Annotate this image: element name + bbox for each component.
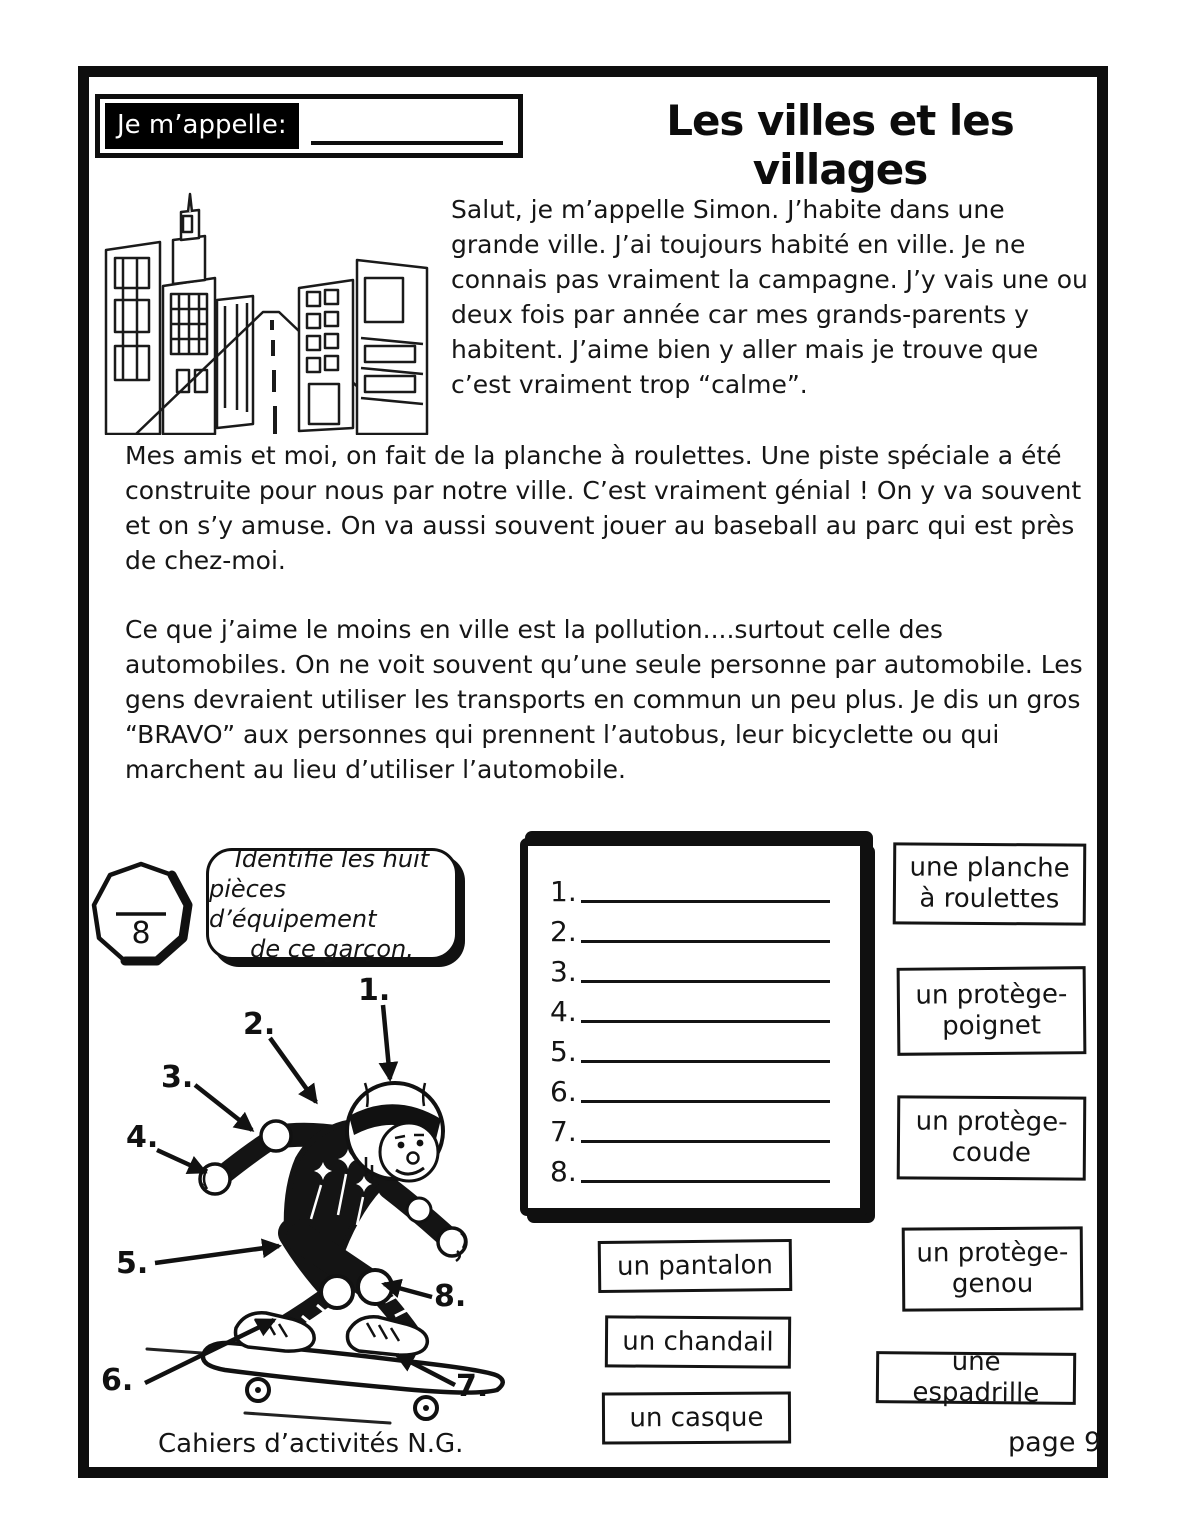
score-octagon-shape <box>88 858 194 970</box>
knee-pad-back <box>321 1276 353 1308</box>
answer-row <box>550 946 832 986</box>
word-bank-item <box>605 1315 791 1368</box>
front-arm <box>389 1188 466 1261</box>
answer-number: 3. <box>550 955 577 988</box>
arrow-3 <box>195 1085 252 1130</box>
answer-blank-4[interactable] <box>581 994 830 1023</box>
diagram-label-4: 4. <box>126 1120 159 1155</box>
word-bank-label: un protège-coude <box>915 1106 1068 1169</box>
diagram-label-7: 7. <box>456 1369 489 1404</box>
paragraph-3: Ce que j’aime le moins en ville est la pollution....surtout celle des automobiles. On ne voit souvent qu’une seule personne par automobile. Les gens devraient utiliser les transports en commun un peu plus. Je dis un gros “BRAVO” aux personnes qui prennent l’autobus, leur bicyclette ou qui marchent au lieu d’utiliser l’automobile. <box>125 615 1083 784</box>
arrow-1 <box>383 1005 390 1079</box>
word-bank-item <box>893 842 1087 925</box>
answer-row <box>550 866 832 906</box>
page-number: page 9 <box>1008 1427 1102 1458</box>
answer-row <box>550 1106 832 1146</box>
page-title: Les villes et les villages <box>666 96 1014 194</box>
arrow-2 <box>270 1038 316 1102</box>
arrow-5 <box>155 1246 279 1263</box>
answer-number: 5. <box>550 1035 577 1068</box>
instruction-line: pièces d’équipement <box>209 875 377 933</box>
workbook-credit: Cahiers d’activités N.G. <box>158 1429 464 1459</box>
instruction-line: Identifie les huit <box>234 845 430 873</box>
answer-blank-5[interactable] <box>581 1034 830 1063</box>
answer-blank-8[interactable] <box>581 1154 830 1183</box>
helmet-and-face <box>347 1083 443 1181</box>
instruction-bubble <box>206 845 458 963</box>
answers-box <box>520 838 868 1216</box>
name-field-box <box>95 94 523 158</box>
arrow-4 <box>157 1150 205 1172</box>
skater-illustration <box>95 975 525 1425</box>
name-field-label: Je m’appelle: <box>105 103 299 149</box>
score-total: 8 <box>131 916 151 951</box>
score-octagon <box>88 858 194 970</box>
word-bank-item <box>876 1346 1076 1409</box>
name-blank-line[interactable] <box>311 107 503 145</box>
diagram-label-5: 5. <box>116 1246 149 1281</box>
paragraph-1: Salut, je m’appelle Simon. J’habite dans une grande ville. J’ai toujours habité en ville. Je ne connais pas vraiment la campagne. J’y vais une ou deux fois par année car mes grands-parents y habitent. J’aime bien y aller mais je trouve que c’est vraiment trop “calme”. <box>451 195 1088 399</box>
diagram-label-3: 3. <box>161 1060 194 1095</box>
word-bank-label: un protège-poignet <box>915 979 1068 1042</box>
answer-number: 2. <box>550 915 577 948</box>
answer-blank-7[interactable] <box>581 1114 830 1143</box>
diagram-label-1: 1. <box>358 973 391 1008</box>
answer-row <box>550 1026 832 1066</box>
answer-row <box>550 986 832 1026</box>
word-bank-label: un pantalon <box>616 1249 774 1282</box>
word-bank-item <box>902 1226 1084 1311</box>
answer-number: 6. <box>550 1075 577 1108</box>
answer-blank-2[interactable] <box>581 914 830 943</box>
word-bank-label: une espadrille <box>912 1346 1040 1409</box>
answer-blank-1[interactable] <box>581 874 830 903</box>
word-bank-item <box>598 1239 793 1293</box>
answer-number: 8. <box>550 1155 577 1188</box>
word-bank-item <box>897 966 1087 1056</box>
diagram-label-8: 8. <box>434 1279 467 1314</box>
word-bank-label: un chandail <box>622 1325 774 1358</box>
elbow-pad <box>407 1198 431 1222</box>
answer-blank-6[interactable] <box>581 1074 830 1103</box>
word-bank-item <box>602 1392 791 1445</box>
diagram-label-6: 6. <box>101 1363 134 1398</box>
word-bank-label: un casque <box>629 1402 764 1433</box>
word-bank-label: une planche à roulettes <box>909 852 1070 915</box>
answer-number: 1. <box>550 875 577 908</box>
city-illustration <box>103 188 430 435</box>
answer-row <box>550 1066 832 1106</box>
answer-number: 7. <box>550 1115 577 1148</box>
answer-row <box>550 1146 832 1186</box>
word-bank-item <box>897 1095 1087 1180</box>
diagram-label-2: 2. <box>243 1007 276 1042</box>
paragraph-2: Mes amis et moi, on fait de la planche à roulettes. Une piste spéciale a été construite pour nous par notre ville. C’est vraiment génial ! On y va souvent et on s’y amuse. On va aussi souvent jouer au baseball au parc qui est près de chez-moi. <box>125 441 1082 575</box>
answer-blank-3[interactable] <box>581 954 830 983</box>
answer-row <box>550 906 832 946</box>
answer-number: 4. <box>550 995 577 1028</box>
word-bank-label: un protège-genou <box>916 1237 1069 1300</box>
instruction-line: de ce garçon. <box>250 935 414 963</box>
elbow-pad <box>261 1121 291 1151</box>
